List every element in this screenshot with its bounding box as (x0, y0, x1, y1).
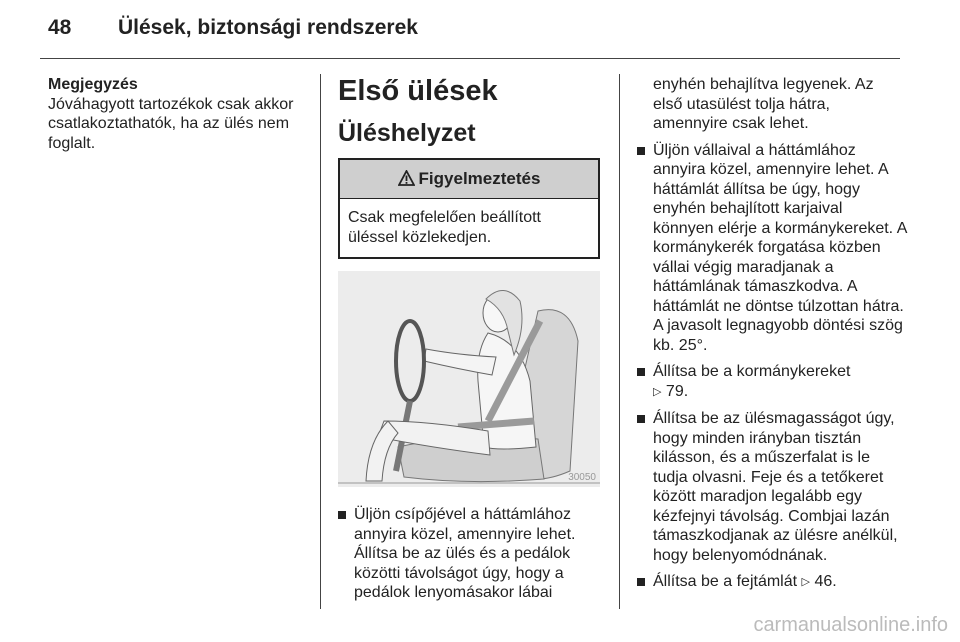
warning-header (340, 160, 598, 199)
column-3 (637, 75, 907, 600)
warning-title: Figyelmeztetés (418, 169, 541, 188)
list-item-text: Állítsa be az ülésmagasságot úgy, hogy minden irányban tisztán kilásson, és a műszerfalat is le tudja olvasni. Feje és a tetőkeret között maradjon legalább egy kézfejnyi távolság. Combjai lazán támaszkodjanak az ülésre anélkül, hogy belenyomódnának. (653, 410, 898, 564)
warning-box (338, 158, 600, 259)
page-reference-icon: ▷ (653, 385, 662, 398)
list-item-text: Állítsa be a fejtámlát (653, 573, 798, 590)
list-item-text: Üljön vállaival a háttámlához annyira közel, amennyire lehet. A háttámlát állítsa be úgy, hogy enyhén behajlított karjaival könnyen elérje a kormánykereket. A kormánykerék forgatása közben vállai végig maradjanak a háttámlának támaszkodva. A háttámlát ne döntse túlzottan hátra. A javasolt legnagyobb döntési szög kb. 25°. (653, 141, 907, 354)
list-item (637, 409, 907, 565)
column-2 (338, 74, 603, 610)
note-heading: Megjegyzés (48, 76, 138, 93)
section-subtitle: Üléshelyzet (338, 119, 476, 147)
list-item (637, 141, 907, 356)
list-item-text: Üljön csípőjével a háttámlához annyira közel, amennyire lehet. Állítsa be az ülés és a pedálok közötti távolságot úgy, hogy a pedálok lenyomásakor lábai (354, 506, 576, 601)
column-divider-2 (619, 74, 620, 609)
page-number: 48 (48, 16, 72, 39)
note-text: Jóváhagyott tartozékok csak akkor csatlakoztathatók, ha az ülés nem foglalt. (48, 95, 294, 152)
page-reference-link[interactable]: 79. (665, 382, 689, 400)
seat-position-illustration (338, 271, 600, 487)
list-item (637, 572, 907, 593)
header-rule (40, 58, 900, 59)
page-header (0, 0, 960, 62)
seated-driver-drawing (338, 271, 600, 487)
list-item-text: Állítsa be a kormánykereket (653, 363, 851, 380)
section-title: Első ülések (338, 75, 498, 107)
list-item (338, 505, 603, 603)
page-reference-link[interactable]: 46. (814, 573, 837, 590)
bullet-square-icon (637, 415, 645, 423)
column-divider-1 (320, 74, 321, 609)
bullet-square-icon (338, 511, 346, 519)
continued-text: enyhén behajlítva legyenek. Az első utasülést tolja hátra, amennyire csak lehet. (653, 76, 874, 132)
column-1 (48, 75, 310, 153)
figure-id: 30050 (568, 472, 596, 483)
bullet-square-icon (637, 147, 645, 155)
instruction-list-col3 (637, 141, 907, 593)
warning-triangle-icon (398, 162, 415, 200)
page-reference-icon: ▷ (801, 576, 810, 588)
chapter-title: Ülések, biztonsági rendszerek (118, 16, 418, 39)
instruction-list-col2 (338, 505, 603, 603)
watermark: carmanualsonline.info (753, 614, 948, 636)
list-item (637, 362, 907, 402)
warning-text: Csak megfelelően beállított üléssel közlekedjen. (348, 209, 541, 246)
bullet-square-icon (637, 368, 645, 376)
bullet-square-icon (637, 578, 645, 586)
